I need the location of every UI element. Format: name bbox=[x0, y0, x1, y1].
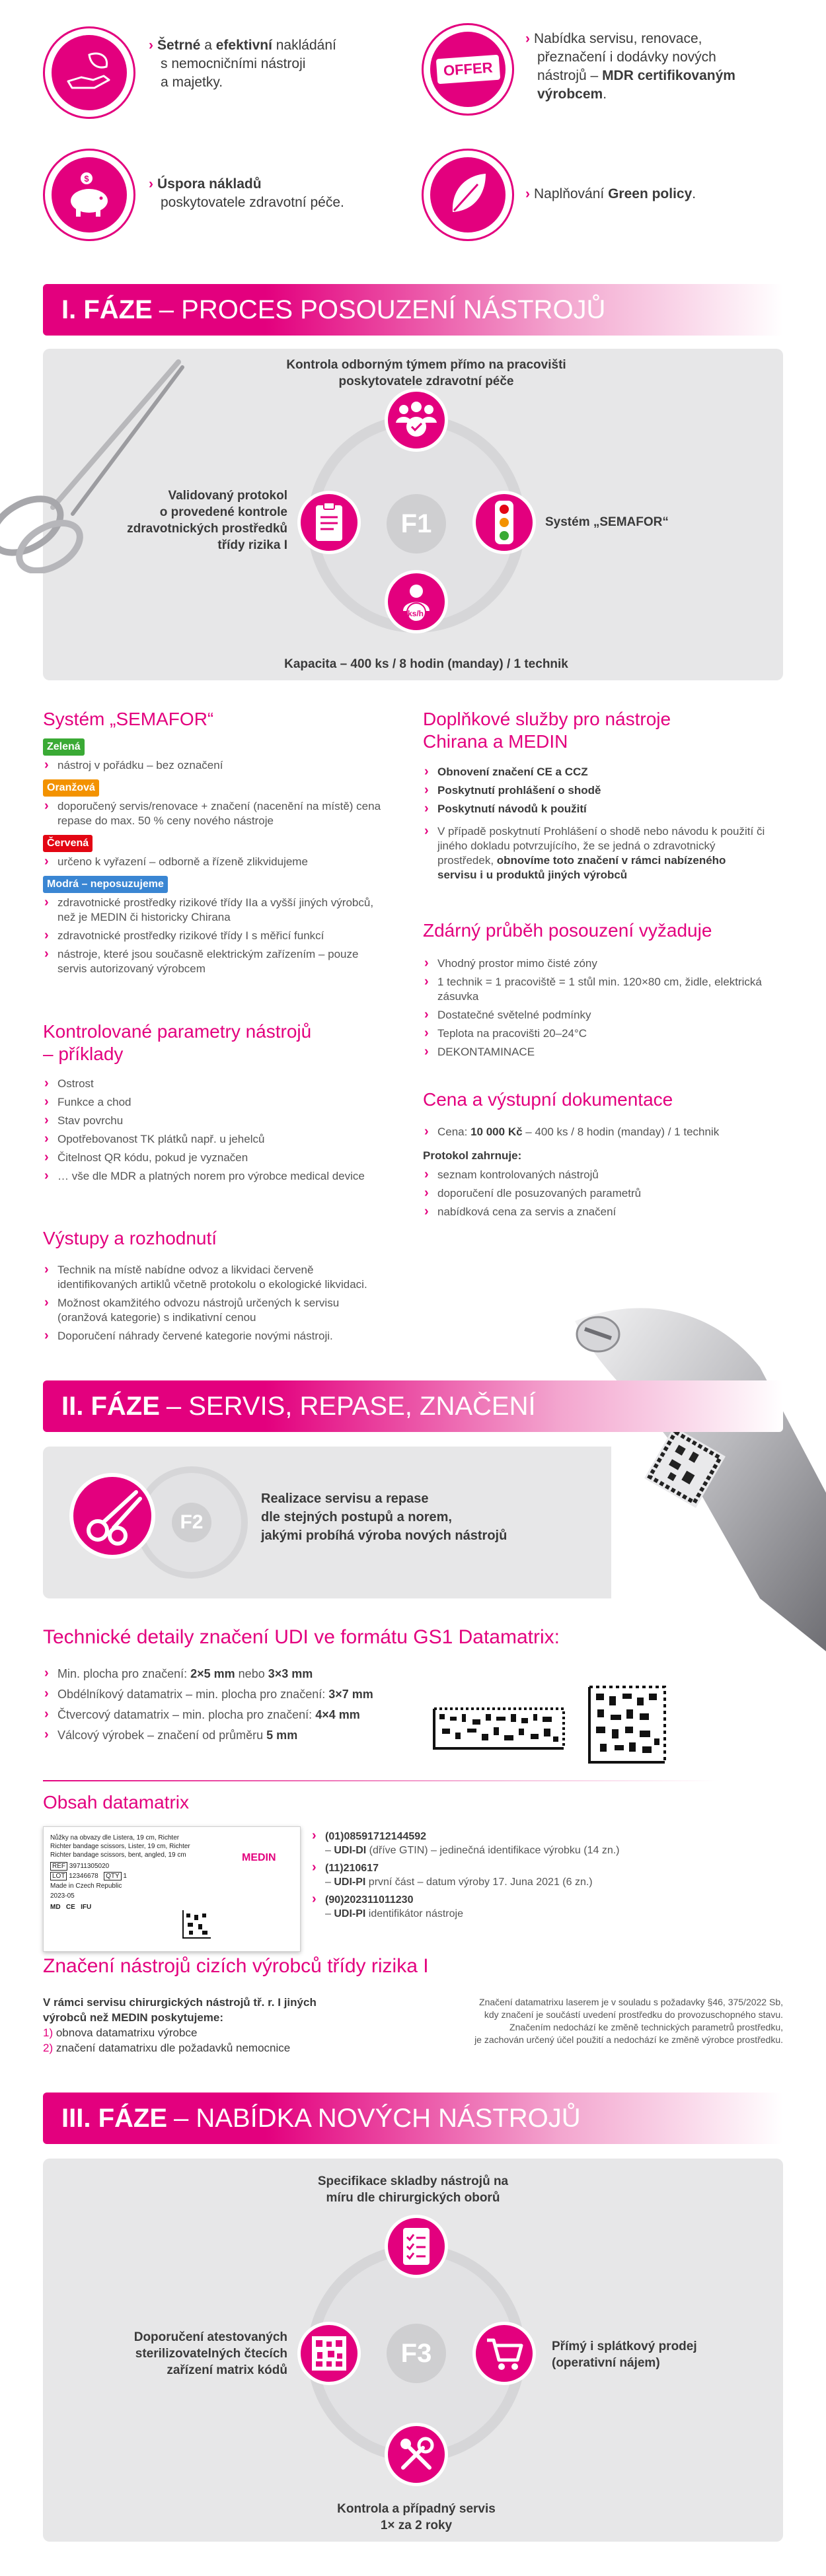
list-item: › Ostrost bbox=[43, 1077, 387, 1091]
benefit-green-text: › Naplňování Green policy. bbox=[525, 186, 696, 201]
list-item: › (11)210617 – UDI-PI první část – datum výroby 17. Juna 2021 (6 zn.) bbox=[311, 1861, 773, 1889]
price-list bbox=[423, 1125, 767, 1143]
green-list bbox=[43, 758, 387, 773]
protocol-node bbox=[297, 491, 361, 554]
list-item: › Min. plocha pro značení: 2×5 mm nebo 3×3 mm bbox=[43, 1666, 466, 1682]
semafor-node bbox=[472, 491, 536, 554]
repair-node bbox=[69, 1473, 155, 1559]
foreign-title: Značení nástrojů cizích výrobců třídy rizika I bbox=[43, 1955, 429, 1977]
phase1-left-label: Validovaný protokol o provedené kontrole zdravotnických prostředků třídy rizika I bbox=[127, 489, 287, 552]
phase3-header: III. FÁZE – NABÍDKA NOVÝCH NÁSTROJŮ bbox=[43, 2093, 783, 2144]
phase2-panel bbox=[43, 1447, 611, 1598]
list-item: › nabídková cena za servis a značení bbox=[423, 1205, 767, 1219]
savings-badge bbox=[43, 149, 135, 241]
benefit-savings-text: › Úspora nákladů poskytovatele zdravotní péče. bbox=[149, 176, 344, 210]
list-item: › Čtvercový datamatrix – min. plocha pro značení: 4×4 mm bbox=[43, 1707, 466, 1723]
phase1-header: I. FÁZE – PROCES POSOUZENÍ NÁSTROJŮ bbox=[43, 284, 783, 336]
list-item: › (01)08591712144592 – UDI-DI (dříve GTIN) – jedinečná identifikace výrobku (14 zn.) bbox=[311, 1830, 773, 1857]
red-tag: Červená bbox=[43, 835, 93, 852]
piggy-bank-icon bbox=[63, 170, 116, 219]
prereq-title: Zdárný průběh posouzení vyžaduje bbox=[423, 920, 712, 941]
orange-tag: Oranžová bbox=[43, 779, 99, 797]
list-item: › Dostatečné světelné podmínky bbox=[423, 1008, 767, 1022]
list-item: › Doporučení náhrady červené kategorie novými nástroji. bbox=[43, 1329, 387, 1343]
list-item: › zdravotnické prostředky rizikové třídy I s měřicí funkcí bbox=[43, 929, 387, 943]
tools-icon bbox=[396, 2435, 436, 2474]
list-item: › Obdélníkový datamatrix – min. plocha pro značení: 3×7 mm bbox=[43, 1686, 466, 1703]
list-item: › Cena: 10 000 Kč – 400 ks / 8 hodin (manday) / 1 technik bbox=[423, 1125, 767, 1139]
outputs-list bbox=[43, 1263, 387, 1347]
udi-list bbox=[43, 1666, 466, 1748]
list-item: › nástroje, které jsou současně elektrickým zařízením – pouze servis autorizovaný výrobcem bbox=[43, 947, 387, 976]
extra-title: Doplňkové služby pro nástroje Chirana a MEDIN bbox=[423, 709, 671, 752]
phase1-top-label: Kontrola odborným týmem přímo na pracovišti poskytovatele zdravotní péče bbox=[286, 358, 566, 388]
list-item: › Stav povrchu bbox=[43, 1114, 387, 1128]
offer-tag-icon: OFFER bbox=[436, 55, 500, 85]
list-item: › zdravotnické prostředky rizikové třídy IIa a vyšší jiných výrobců, než je MEDIN či historicky Chirana bbox=[43, 896, 387, 925]
orange-list bbox=[43, 799, 387, 828]
sale-node bbox=[472, 2322, 536, 2385]
list-item: › Teplota na pracovišti 20–24°C bbox=[423, 1026, 767, 1041]
rectangular-datamatrix bbox=[433, 1707, 565, 1750]
phase2-header: II. FÁZE – SERVIS, REPASE, ZNAČENÍ bbox=[43, 1380, 783, 1432]
list-item: › (90)202311011230 – UDI-PI identifikátor nástroje bbox=[311, 1893, 773, 1921]
content-codes-list bbox=[311, 1830, 773, 1925]
foreign-note: Značení datamatrixu laserem je v souladu s požadavky §46, 375/2022 Sb, kdy značení je součástí uvedení prostředku do provozuschopného stavu. Značením nedochází ke změně technických parametrů prostředku, je zachován určený účel použití a nedochází ke změně výrobce prostředku. bbox=[474, 1997, 783, 2045]
list-item: › Funkce a chod bbox=[43, 1095, 387, 1110]
clipboard-icon bbox=[311, 501, 348, 544]
phase1-right-label: Systém „SEMAFOR“ bbox=[545, 515, 669, 529]
list-item: › doporučení dle posuzovaných parametrů bbox=[423, 1186, 767, 1201]
square-datamatrix bbox=[588, 1686, 666, 1764]
svg-text:$: $ bbox=[84, 174, 89, 184]
phase3-bottom-label: Kontrola a případný servis 1× za 2 roky bbox=[337, 2502, 496, 2532]
udi-separator bbox=[43, 1780, 717, 1781]
label-text-2: Richter bandage scissors, Lister, 19 cm, Richter bbox=[50, 1843, 190, 1850]
phase1-center: F1 bbox=[387, 494, 446, 554]
phase3-panel bbox=[43, 2159, 783, 2542]
semafor-title: Systém „SEMAFOR“ bbox=[43, 709, 214, 729]
params-title: Kontrolované parametry nástrojů – příklady bbox=[43, 1021, 312, 1064]
ks-per-hour-label: ks/h bbox=[408, 609, 424, 618]
list-item: › Technik na místě nabídne odvoz a likvidaci červeně identifikovaných artiklů včetně protokolu o ekologické likvidaci. bbox=[43, 1263, 387, 1292]
list-item: › nástroj v pořádku – bez označení bbox=[43, 758, 387, 773]
list-item: › Čitelnost QR kódu, pokud je vyznačen bbox=[43, 1151, 387, 1165]
red-list bbox=[43, 855, 387, 869]
phase2-desc: Realizace servisu a repase dle stejných postupů a norem, jakými probíhá výroba nových nástrojů bbox=[261, 1491, 507, 1543]
eco-handling-badge bbox=[43, 26, 135, 119]
foreign-intro: V rámci servisu chirurgických nástrojů tř. r. I jiných výrobců než MEDIN poskytujeme: 1) obnova datamatrixu výrobce 2) značení datamatrixu dle požadavků nemocnice bbox=[43, 1996, 317, 2054]
outputs-title: Výstupy a rozhodnutí bbox=[43, 1228, 217, 1248]
hand-leaf-icon bbox=[63, 50, 116, 96]
list-item: › Poskytnutí prohlášení o shodě bbox=[423, 783, 767, 798]
list-item: › DEKONTAMINACE bbox=[423, 1045, 767, 1059]
list-item: › Opotřebovanost TK plátků např. u jehelců bbox=[43, 1132, 387, 1147]
checklist-icon bbox=[398, 2225, 435, 2268]
list-item: › Vhodný prostor mimo čisté zóny bbox=[423, 956, 767, 971]
traffic-light-icon bbox=[491, 499, 517, 546]
phase3-center: F3 bbox=[387, 2324, 446, 2383]
protocol-label: Protokol zahrnuje: bbox=[423, 1149, 522, 1162]
blue-tag: Modrá – neposuzujeme bbox=[43, 876, 168, 893]
phase1-bottom-label: Kapacita – 400 ks / 8 hodin (manday) / 1 technik bbox=[284, 657, 568, 671]
list-item: › seznam kontrolovaných nástrojů bbox=[423, 1168, 767, 1182]
capacity-node bbox=[385, 570, 448, 633]
phase3-top-label: Specifikace skladby nástrojů na míru dle chirurgických oborů bbox=[317, 2174, 509, 2205]
matrix-code-icon bbox=[311, 2335, 348, 2372]
list-item: › 1 technik = 1 pracoviště = 1 stůl min. 120×80 cm, židle, elektrická zásuvka bbox=[423, 975, 767, 1004]
list-item: › Válcový výrobek – značení od průměru 5 mm bbox=[43, 1727, 466, 1744]
team-node bbox=[385, 388, 448, 452]
label-brand: MEDIN bbox=[242, 1852, 276, 1863]
content-title: Obsah datamatrix bbox=[43, 1792, 189, 1812]
team-icon bbox=[393, 400, 439, 440]
phase2-center: F2 bbox=[172, 1503, 211, 1542]
benefit-efficient-text: › Šetrné a efektivní nakládání s nemocničními nástroji a majetky. bbox=[149, 38, 336, 90]
list-item: › Poskytnutí návodů k použití bbox=[423, 802, 767, 816]
phase1-panel bbox=[43, 349, 783, 680]
green-policy-badge bbox=[422, 149, 514, 241]
product-label: Nůžky na obvazy dle Listera, 19 cm, Richter Richter bandage scissors, Lister, 19 cm, Richter Richter bandage scissors, bent, angled, 19 cm REF 39711305020 LOT 12346678 QTY 1 Made in Czech Republic 2023-05 MD CE IFU MEDIN bbox=[43, 1826, 301, 1952]
label-text-3: Richter bandage scissors, bent, angled, 19 cm bbox=[50, 1851, 186, 1859]
offer-badge bbox=[422, 23, 514, 116]
udi-title: Technické detaily značení UDI ve formátu GS1 Datamatrix: bbox=[43, 1626, 560, 1648]
benefit-offer-text: › Nabídka servisu, renovace, přeznačení i dodávky nových nástrojů – MDR certifikovaným výrobcem. bbox=[525, 31, 735, 102]
label-datamatrix bbox=[182, 1910, 211, 1939]
extra-long-list bbox=[423, 824, 767, 886]
semafor-legend bbox=[43, 736, 387, 980]
price-title: Cena a výstupní dokumentace bbox=[423, 1089, 673, 1110]
list-item: › určeno k vyřazení – odborně a řízeně zlikvidujeme bbox=[43, 855, 387, 869]
reader-node bbox=[297, 2322, 361, 2385]
label-text-1: Nůžky na obvazy dle Listera, 19 cm, Richter bbox=[50, 1834, 180, 1842]
spec-node bbox=[385, 2215, 448, 2278]
scissors-icon bbox=[79, 1483, 145, 1549]
params-list bbox=[43, 1077, 387, 1188]
leaf-icon bbox=[445, 170, 491, 220]
phase3-left-label: Doporučení atestovaných sterilizovatelných čtecích zařízení matrix kódů bbox=[133, 2330, 287, 2377]
extra-list bbox=[423, 765, 767, 820]
shopping-cart-icon bbox=[484, 2335, 524, 2372]
list-item: › Možnost okamžitého odvozu nástrojů určených k servisu (oranžová kategorie) s indikativní cenou bbox=[43, 1296, 387, 1325]
list-item: › … vše dle MDR a platných norem pro výrobce medical device bbox=[43, 1169, 387, 1184]
prereq-list bbox=[423, 956, 767, 1063]
list-item: › Obnovení značení CE a CCZ bbox=[423, 765, 767, 779]
phase3-right-label: Přímý i splátkový prodej (operativní nájem) bbox=[552, 2340, 697, 2370]
green-tag: Zelená bbox=[43, 738, 85, 756]
protocol-list bbox=[423, 1168, 767, 1223]
service-node bbox=[385, 2423, 448, 2486]
list-item: › doporučený servis/renovace + značení (nacenění na místě) cena repase do max. 50 % ceny nového nástroje bbox=[43, 799, 387, 828]
blue-list bbox=[43, 896, 387, 976]
list-item: › V případě poskytnutí Prohlášení o shodě nebo návodu k použití či jiného dokladu potvrzujícího, že se jedná o zdravotnický prostředek, obnovíme toto značení v rámci nabízeného servisu i u produktů jiných výrobců bbox=[423, 824, 767, 882]
